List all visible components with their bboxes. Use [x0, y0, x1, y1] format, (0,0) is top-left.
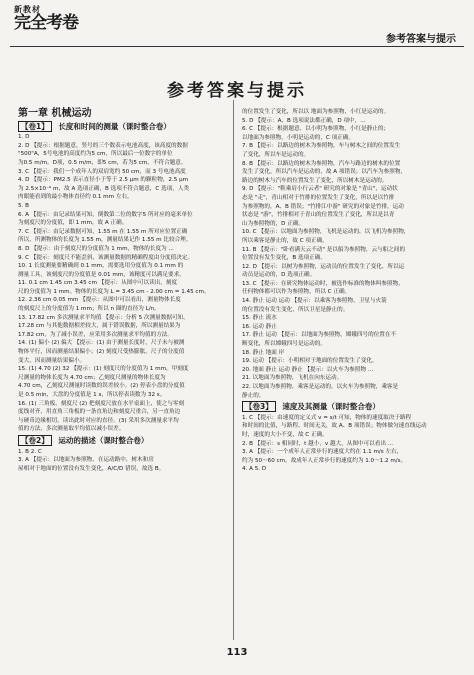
- answer-line: 14. (1) 偏小 (2) 偏大 【提示：(1) 由于测量长度时，尺子未与被测: [18, 340, 185, 347]
- answer-line: 14. 静止 运动 运动 【提示：以乘客为参照物，卫星与火箭: [242, 298, 387, 305]
- answer-line: 的刻度尺上的分度值为 1 mm；所以 n 圈的直径为 L/n。: [18, 306, 160, 313]
- answer-line: 7. C 【提示：由记录数据可知，1.55 m 在 1.55 m 所对应位置正确: [18, 228, 188, 235]
- answer-line: 11. B 【提示："卧看满天云不动" 是以船为参照物，云与船之间的: [242, 246, 406, 253]
- answer-line: 路边的树木与汽车的位置发生了变化，所以树木是运动的。: [242, 177, 388, 184]
- column-divider: [233, 100, 234, 640]
- section-title: 长度和时间的测量（课时整合卷）: [58, 121, 171, 131]
- answer-line: 为刻度尺的分度值，即 1 mm，故 A 正确。: [18, 220, 128, 227]
- section-heading-2: [18, 437, 226, 446]
- answer-line: 约为 50～60 cm，故成年人正常步行的速度约为 1.0～1.2 m/s。: [242, 457, 407, 464]
- answer-line: 18. 静止 地面 岸: [242, 349, 285, 356]
- answer-line: 以地面为参照物，小明是运动的，C 项正确。: [242, 134, 354, 141]
- answer-line: 值的方法，多次测量取平均值以减小误差。: [18, 426, 125, 433]
- chapter-heading: 第一章 机械运动: [18, 108, 92, 119]
- answer-line: 9. D 【提示："鞋乘肩小行云者" 研究的对象是 "青山"，运动状: [242, 186, 398, 193]
- answer-line: 肉眼能看到的最小物体直径约 0.1 mm 左右。: [18, 194, 133, 201]
- answer-line: 21. 以地面为参照物，飞机在向东运动。: [242, 375, 343, 382]
- answer-line: 变大，因而测量结果偏小。: [18, 357, 86, 364]
- answer-line: 16. 运动 静止: [242, 323, 277, 330]
- answer-line: 12. D 【提示：以树为参照物，运动员的位置发生了变化，所以运: [242, 263, 405, 270]
- answer-line: 所以，所测物体的长度为 1.55 m，测量结果记作 1.55 m 比较合理。: [18, 237, 192, 244]
- answer-line: 6. A 【提示：由记录结果可知，倒数第二位的数字5 所对应的毫米单位: [18, 211, 193, 218]
- logo-big-text: 完全考卷: [14, 13, 78, 33]
- answer-line: 尺测量的物体长度为 4.70 cm；乙刻度尺测量的物体长度为: [18, 374, 166, 381]
- brand-logo: [14, 6, 78, 32]
- answer-line: 8. B 【提示：以路边的树木为参照物，汽车与路边的树木的位置: [242, 160, 401, 167]
- answer-line: 2. B 【提示：s 相同时，t 越小，v 越大，从图中可以看出 ...: [242, 440, 394, 447]
- answer-line: 9. C 【提示：刻度尺不能歪斜，该测量数据的精确程度由分度值决定。: [18, 254, 194, 261]
- answer-line: 8. D 【提示：由于刻度尺的分度值为 1 mm，物体的长度为 ...: [18, 245, 174, 252]
- answer-line: 静止的。: [242, 392, 265, 399]
- section-heading-3: [242, 403, 456, 412]
- section-heading-1: [18, 123, 226, 132]
- answer-line: 为0.5 m/m。D项，0.5 m/m，即5 cm，若为5 cm，不符合题意。: [18, 159, 187, 166]
- answer-line: 任何物体都可以作为参照物，所以 C 正确。: [242, 289, 351, 296]
- answer-line: 11. 0.1 cm 1.45 cm 3.45 cm 【提示：从图中可以读出，刻度: [18, 280, 178, 287]
- answer-line: 2. D 【提示：根据题意，竖号的三个数表示电池高度，该高度的数据: [18, 142, 188, 149]
- answer-line: 3. A 【提示：以地面为参照物，在运动路中，树木和房: [18, 457, 154, 464]
- answer-line: 4. A 5. D: [242, 466, 267, 473]
- answer-line: 为参照物的，A、B 错误；"竹排江中游" 研究的对象是竹排，运动: [242, 203, 404, 210]
- answer-line: 态是 "走"，青山相对于竹排的位置发生了变化，所以是以竹排: [242, 194, 395, 201]
- answer-line: 与硬币边缘相切，读出此时对应的直径。(3) 采用多次测量求平均: [18, 417, 179, 424]
- answer-line: 是 0.5 min，大盘的分度值是 1 s，所以停表读数为 32 s。: [18, 392, 166, 398]
- answer-line: 1. D: [18, 134, 30, 141]
- answer-line: 10. C 【提示：以地面为参照物，飞机是运动的，以飞机为参照物，: [242, 229, 410, 236]
- right-column: [242, 108, 456, 474]
- header-rule: [10, 46, 464, 47]
- answer-line: 所以乘客是静止的，故 C 项正确。: [242, 237, 328, 244]
- answer-line: 位置没有发生变化，B 选项正确。: [242, 255, 326, 262]
- answer-list-3: [242, 414, 456, 474]
- answer-line: 17.28 cm 与其他数据相差较大，属于错误数据，所以测量结果为: [18, 323, 181, 330]
- answer-list-1: [18, 133, 226, 434]
- answer-line: 屋相对于地面的位置没有发生变化，A/C/D 错误，故选 B。: [18, 465, 165, 472]
- answer-line: 15. 静止 流水: [242, 315, 277, 322]
- answer-line: "500"A，5号电池的高度约为5 cm，所以最后一位数字的单位: [18, 151, 173, 158]
- answer-line: 1. C 【提示：由速度的定义式 v = s/t 可知，物体的速度取决于路程: [242, 414, 412, 421]
- answer-line: 12. 2.36 cm 0.05 mm 【提示：从图中可以看出，测量物体长度: [18, 297, 181, 304]
- answer-line: 时，速度的大小不变，故 C 正确。: [242, 431, 328, 438]
- answer-line: 状态是 "游"，竹排相对于青山的位置发生了变化，所以是以青: [242, 212, 395, 219]
- header-title: 参考答案与提示: [386, 34, 456, 45]
- answer-line: 尺的分度值为 1 mm。物体的长度为 L = 3.45 cm - 2.00 cm = 1.45 cm。: [18, 288, 210, 295]
- answer-line: 的位置没有发生变化，所以卫星是静止的。: [242, 306, 349, 313]
- answer-line: 4. D 【提示：PM2.5 表示直径小于等于 2.5 μm 的颗粒物，2.5 μm: [18, 177, 189, 184]
- answer-line: 10. 1 长度测量要精确到 0.1 mm，需要选用分度值为 0.1 mm 的: [18, 263, 184, 270]
- answer-line: 发生了变化，所以汽车是运动的，故 A 项错误；以汽车为参照物，: [242, 169, 407, 176]
- answer-list-2: [18, 448, 226, 474]
- answer-line: 19. 运动 【提示：小明相对于地面的位置发生了变化。: [242, 358, 378, 365]
- answer-line: 3. C 【提示：我们一个成年人的双肩宽约 50 cm，而 3 号电池高度: [18, 168, 186, 175]
- answer-line: 山为参照物的，D 正确。: [242, 220, 305, 227]
- answer-line: 的位置发生了变化，所以以 地面为参照物，小红是运动的。: [242, 109, 390, 115]
- answer-line: 13. 17.82 cm 多次测量求平均值 【提示：分析 5 次测量数据可知，: [18, 314, 189, 321]
- section-tag: 【卷1】: [18, 121, 52, 132]
- page-number: 113: [226, 647, 248, 658]
- answer-line: 7. B 【提示：以路边的树木为参照物，车与树木之间的位置发生: [242, 143, 401, 150]
- answer-line: 5. D 【提示：A、B 选项说法都正确，D 项中，...: [242, 117, 366, 124]
- section-tag: 【卷2】: [18, 435, 52, 446]
- section-title: 速度及其测量（课时整合卷）: [282, 402, 380, 412]
- left-column: [18, 108, 226, 473]
- answer-line: 测量工具，该刻度尺的分度值是 0.01 mm，该精度可以满足要求。: [18, 271, 185, 278]
- answer-line: 1. B 2. C: [18, 448, 42, 455]
- section-tag: 【卷3】: [242, 401, 276, 412]
- answer-line: 6. C 【提示：根据题意，以小明为参照物，小红是静止的；: [242, 126, 390, 133]
- answer-line: 15. (1) 4.70 (2) 32 【提示：(1) 刻度尺的分度值为 1 mm，甲刻度: [18, 366, 189, 373]
- section-title: 运动的描述（课时整合卷）: [58, 435, 149, 445]
- answer-line: 20. 地面 静止 运动 静止 【提示：以火车为参照物 ...: [242, 366, 374, 373]
- page-title: 参考答案与提示: [167, 81, 307, 101]
- answer-line: 16. (1) 三角板、刻度尺 (2) 把刻度尺放在水平桌面上，使之与零刻: [18, 400, 185, 407]
- answer-line: 为 2.5×10⁻⁶ m，故 A 选项正确，B 选项不符合题意，C 选项，人类: [18, 185, 190, 192]
- answer-line: 和时间的比值，与路程、时间无关，故 A、B 项错误；物体做匀速直线运动: [242, 423, 427, 430]
- answer-line: 了变化，所以车是运动的。: [242, 151, 310, 158]
- answer-list-2-cont: [242, 108, 456, 400]
- page-header: [0, 0, 474, 52]
- answer-line: 22. 以地面为参照物，乘客是运动的，以火车为参照物，乘客是: [242, 384, 399, 390]
- answer-line: 17. 静止 运动 【提示：以地面为参照物，嫦娥四号的位置在不: [242, 332, 397, 339]
- logo-small-text: 新教材: [14, 5, 41, 14]
- answer-line: 3. A 【提示：一个成年人正常步行的速度大约在 1.1 m/s 左右，: [242, 449, 403, 456]
- answer-line: 5. B: [18, 202, 29, 209]
- answer-line: 度线对齐，用直角三角板的一条直角边和刻度尺重合，另一直角边: [18, 409, 181, 416]
- answer-line: 物体平行，因而测量结果偏小；(2) 刻度尺受热膨胀，尺子的分度值: [18, 349, 185, 356]
- answer-line: 17.82 cm，为了减小误差，应采用多次测量求平均值的方法。: [18, 331, 173, 338]
- answer-line: 13. C 【提示：在研究物体运动时，被选作标准的物体叫参照物，: [242, 280, 404, 287]
- answer-line: 断变化，所以嫦娥四号是运动的。: [242, 341, 326, 348]
- answer-line: 4.70 cm，乙刻度尺测量时读数的误差较小。(2) 停表小盘的分度值: [18, 383, 185, 390]
- answer-line: 动员是运动的，D 选项正确。: [242, 272, 316, 279]
